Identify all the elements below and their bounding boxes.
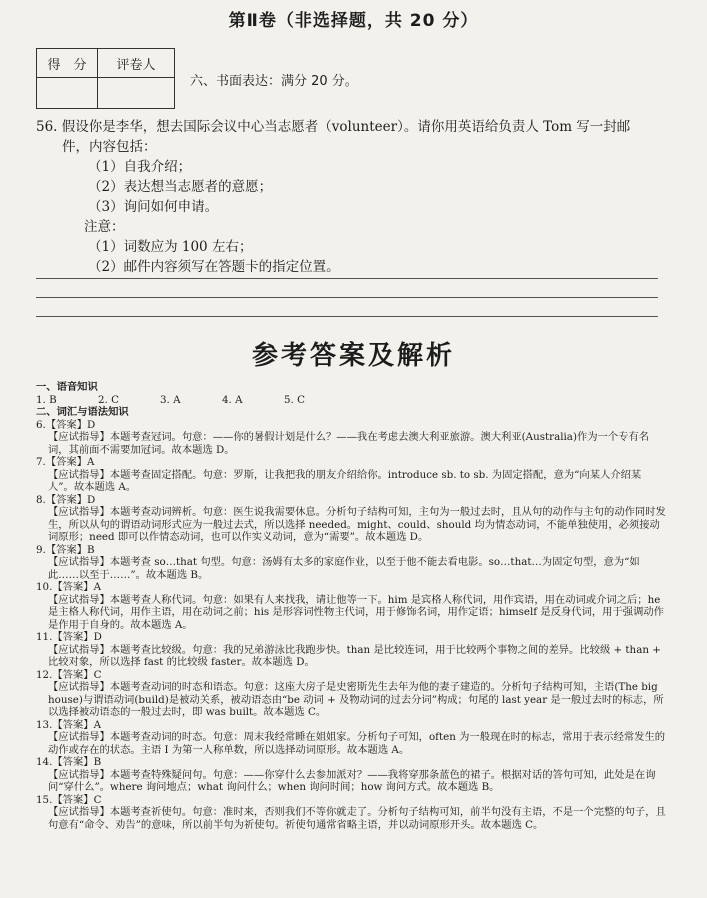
- writing-line[interactable]: [36, 297, 658, 298]
- writing-line[interactable]: [36, 278, 658, 279]
- item-answer: 【答案】D: [45, 493, 96, 506]
- item-guide: 【应试指导】本题考查冠词。句意：——你的暑假计划是什么？——我在考虑去澳大利亚旅游。澳大利亚(Australia)作为一个专有名词，其前面不需要加冠词。故本题选 D。: [48, 431, 650, 456]
- answer-3: 3. A: [160, 393, 181, 406]
- part1-answers: [36, 394, 666, 407]
- answer-item: [36, 544, 666, 582]
- question-56: [36, 117, 666, 277]
- q56-note: （2）邮件内容须写在答题卡的指定位置。: [88, 259, 340, 275]
- q56-line2: 件，内容包括：: [62, 139, 157, 155]
- item-number: 7.: [36, 456, 46, 468]
- answers-title: 参考答案及解析: [251, 341, 455, 371]
- q56-item: （3）询问如何申请。: [88, 199, 219, 215]
- answer-item: [36, 419, 666, 457]
- answer-5: 5. C: [284, 393, 305, 406]
- item-number: 13.: [36, 718, 53, 731]
- part6-title: 六、书面表达：满分 20 分。: [190, 74, 358, 89]
- answer-item: [36, 581, 666, 631]
- q56-line1: 56. 假设你是李华，想去国际会议中心当志愿者（volunteer）。请你用英语给负责人 Tom 写一封邮: [36, 119, 631, 135]
- item-number: 12.: [36, 668, 53, 681]
- answer-item: [36, 756, 666, 794]
- item-guide: 【应试指导】本题考查动词辨析。句意：医生说我需要休息。分析句子结构可知，主句为一般过去时，且从句的动作与主句的动作同时发生，所以从句的谓语动词形式应为一般过去式，所以选择 needed。might、could、should 均为情态动词，不能单独使用，必须接动词原形；need 即可以作情态动词，也可以作实义动词，意为“需要”。故本题选 D。: [48, 506, 666, 543]
- item-answer: 【答案】C: [52, 793, 102, 806]
- section-title: 第Ⅱ卷（非选择题，共 20 分）: [228, 11, 479, 31]
- item-guide: 【应试指导】本题考查动词的时态。句意：周末我经常睡在姐姐家。分析句子可知，often 为一般现在时的标志，常用于表示经常发生的动作或存在的状态。主语 I 为第一人称单数，所以选择动词原形。故本题选 A。: [48, 731, 666, 756]
- grader-header: 评卷人: [98, 49, 175, 78]
- answer-item: [36, 794, 666, 832]
- item-answer: 【答案】A: [52, 581, 102, 593]
- item-guide: 【应试指导】本题考查动词的时态和语态。句意：这座大房子是史密斯先生去年为他的妻子建造的。分析句子结构可知，主语(The big house)与谓语动词(build)是被动关系，被动语态由“be 动词 + 及物动词的过去分词”构成；句尾的 last year 是一般过去时的标志，所以选择被动语态的一般过去时，即 was built。故本题选 C。: [48, 681, 664, 718]
- q56-item: （1）自我介绍；: [88, 159, 192, 175]
- item-guide: 【应试指导】本题考查 so…that 句型。句意：汤姆有太多的家庭作业，以至于他不能去看电影。so…that…为固定句型，意为“如此……以至于……”。故本题选 B。: [48, 556, 640, 581]
- item-answer: 【答案】D: [45, 418, 96, 431]
- item-number: 11.: [36, 631, 53, 643]
- item-guide: 【应试指导】本题考查固定搭配。句意：罗斯，让我把我的朋友介绍给你。introduce sb. to sb. 为固定搭配，意为“向某人介绍某人”。故本题选 A。: [48, 468, 642, 493]
- answer-2: 2. C: [98, 393, 119, 406]
- score-header: 得 分: [37, 49, 98, 78]
- item-number: 14.: [36, 756, 53, 768]
- item-answer: 【答案】D: [52, 631, 102, 643]
- answer-item: [36, 719, 666, 757]
- item-answer: 【答案】B: [52, 756, 102, 768]
- answer-item: [36, 456, 666, 494]
- item-answer: 【答案】A: [45, 456, 95, 468]
- item-answer: 【答案】B: [45, 543, 95, 556]
- writing-line[interactable]: [36, 316, 658, 317]
- item-guide: 【应试指导】本题考查祈使句。句意：准时来，否则我们不等你就走了。分析句子结构可知，前半句没有主语，不是一个完整的句子，且句意有“命令、劝告”的意味，所以前半句为祈使句。祈使句通常省略主语，并以动词原形开头。故本题选 C。: [48, 806, 666, 831]
- q56-item: （2）表达想当志愿者的意愿；: [88, 179, 273, 195]
- answer-item: [36, 494, 666, 544]
- item-answer: 【答案】A: [52, 718, 102, 731]
- q56-note: （1）词数应为 100 左右；: [88, 239, 253, 255]
- answer-4: 4. A: [222, 393, 243, 406]
- item-guide: 【应试指导】本题考查特殊疑问句。句意：——你穿什么去参加派对？——我将穿那条蓝色的裙子。根据对话的答句可知，此处是在询问“穿什么”。where 询问地点；what 询问什么；when 询问时间；how 询问方式。故本题选 B。: [48, 768, 656, 793]
- item-guide: 【应试指导】本题考查人称代词。句意：如果有人来找我，请让他等一下。him 是宾格人称代词，用作宾语，用在动词或介词之后；he 是主格人称代词，用作主语，用在动词之前；his 是形容词性物主代词，用于修饰名词，用作定语；himself 是反身代词，用于强调动作是作用于自身的。故本题选 A。: [48, 593, 664, 631]
- score-cell[interactable]: [37, 78, 98, 109]
- q56-note-label: 注意：: [84, 219, 125, 235]
- item-answer: 【答案】C: [52, 668, 102, 681]
- item-guide: 【应试指导】本题考查比较级。句意：我的兄弟游泳比我跑步快。than 是比较连词，用于比较两个事物之间的差异。比较级 + than + 比较对象，所以选择 fast 的比较级 faster。故本题选 D。: [48, 643, 661, 668]
- item-number: 6.: [36, 418, 46, 431]
- answer-item: [36, 669, 666, 719]
- answer-item: [36, 631, 666, 669]
- answer-1: 1. B: [36, 393, 57, 406]
- part2-heading: 二、词汇与语法知识: [36, 406, 129, 418]
- item-number: 15.: [36, 793, 53, 806]
- item-number: 8.: [36, 493, 46, 506]
- item-number: 9.: [36, 543, 46, 556]
- part1-heading: 一、语音知识: [36, 381, 98, 393]
- answers-section: [36, 381, 666, 831]
- grader-cell[interactable]: [98, 78, 175, 109]
- item-number: 10.: [36, 581, 53, 593]
- score-table: [36, 48, 175, 109]
